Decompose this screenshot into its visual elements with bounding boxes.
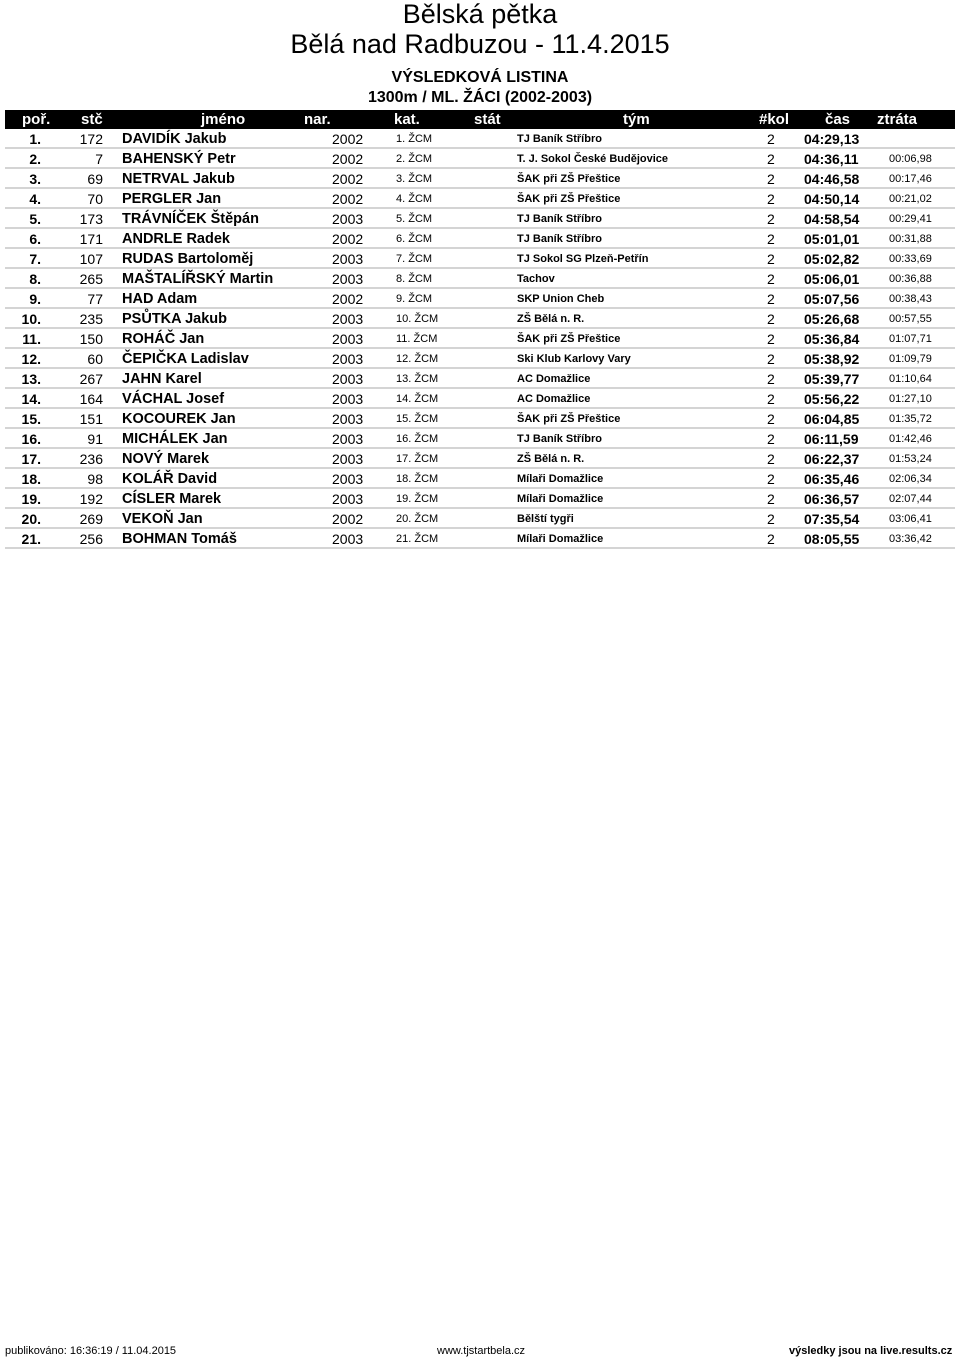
- bib-cell: 98: [87, 471, 103, 487]
- team-cell: ŠAK při ZŠ Přeštice: [517, 413, 621, 425]
- rank-cell: 10.: [21, 311, 41, 327]
- category-cell: 9. ŽCM: [396, 293, 433, 305]
- year-cell: 2002: [332, 511, 364, 527]
- name-cell: KOCOUREK Jan: [122, 411, 236, 427]
- gap-cell: 01:07,71: [889, 333, 932, 345]
- table-row: [5, 329, 955, 349]
- year-cell: 2003: [332, 451, 364, 467]
- col-header-country: stát: [474, 111, 501, 128]
- year-cell: 2002: [332, 131, 364, 147]
- laps-cell: 2: [767, 511, 775, 527]
- time-cell: 04:50,14: [804, 191, 860, 207]
- time-cell: 08:05,55: [804, 531, 860, 547]
- team-cell: AC Domažlice: [517, 393, 591, 405]
- gap-cell: 00:38,43: [889, 293, 932, 305]
- year-cell: 2003: [332, 491, 364, 507]
- name-cell: MAŠTALÍŘSKÝ Martin: [122, 271, 274, 287]
- table-row: [5, 489, 955, 509]
- time-cell: 06:36,57: [804, 491, 860, 507]
- website-link[interactable]: www.tjstartbela.cz: [437, 1345, 526, 1357]
- results-rows: [5, 129, 955, 549]
- laps-cell: 2: [767, 351, 775, 367]
- col-header-bib: stč: [81, 111, 103, 128]
- results-table: [5, 110, 955, 549]
- gap-cell: 01:35,72: [889, 413, 932, 425]
- bib-cell: 192: [79, 491, 103, 507]
- laps-cell: 2: [767, 171, 775, 187]
- laps-cell: 2: [767, 491, 775, 507]
- table-header: [5, 110, 955, 129]
- category-cell: 7. ŽCM: [396, 253, 433, 265]
- team-cell: ŠAK při ZŠ Přeštice: [517, 333, 621, 345]
- bib-cell: 7: [95, 151, 103, 167]
- col-header-laps: #kol: [759, 111, 790, 128]
- gap-cell: 00:31,88: [889, 233, 932, 245]
- table-row: [5, 369, 955, 389]
- name-cell: VEKOŇ Jan: [122, 511, 203, 527]
- category-cell: 15. ŽCM: [396, 413, 439, 425]
- name-cell: BOHMAN Tomáš: [122, 531, 237, 547]
- name-cell: MICHÁLEK Jan: [122, 431, 228, 447]
- rank-cell: 15.: [21, 411, 41, 427]
- category-cell: 8. ŽCM: [396, 273, 433, 285]
- year-cell: 2003: [332, 471, 364, 487]
- year-cell: 2003: [332, 371, 364, 387]
- year-cell: 2003: [332, 271, 364, 287]
- laps-cell: 2: [767, 371, 775, 387]
- laps-cell: 2: [767, 231, 775, 247]
- name-cell: RUDAS Bartoloměj: [122, 251, 254, 267]
- year-cell: 2003: [332, 531, 364, 547]
- laps-cell: 2: [767, 451, 775, 467]
- team-cell: TJ Sokol SG Plzeň-Petřín: [517, 253, 649, 265]
- team-cell: ZŠ Bělá n. R.: [517, 453, 585, 465]
- team-cell: TJ Baník Stříbro: [517, 133, 602, 145]
- year-cell: 2002: [332, 291, 364, 307]
- team-cell: Mílaři Domažlice: [517, 533, 604, 545]
- gap-cell: 00:29,41: [889, 213, 932, 225]
- name-cell: NOVÝ Marek: [122, 451, 210, 467]
- time-cell: 05:01,01: [804, 231, 860, 247]
- time-cell: 05:07,56: [804, 291, 860, 307]
- category-cell: 16. ŽCM: [396, 433, 439, 445]
- time-cell: 04:46,58: [804, 171, 860, 187]
- laps-cell: 2: [767, 191, 775, 207]
- laps-cell: 2: [767, 271, 775, 287]
- name-cell: ANDRLE Radek: [122, 231, 230, 247]
- rank-cell: 11.: [22, 331, 41, 347]
- table-row: [5, 389, 955, 409]
- table-row: [5, 449, 955, 469]
- gap-cell: 03:06,41: [889, 513, 932, 525]
- team-cell: AC Domažlice: [517, 373, 591, 385]
- year-cell: 2002: [332, 151, 364, 167]
- gap-cell: 03:36,42: [889, 533, 932, 545]
- team-cell: ŠAK při ZŠ Přeštice: [517, 193, 621, 205]
- year-cell: 2003: [332, 431, 364, 447]
- table-row: [5, 249, 955, 269]
- year-cell: 2003: [332, 311, 364, 327]
- table-row: [5, 509, 955, 529]
- table-row: [5, 229, 955, 249]
- table-row: [5, 429, 955, 449]
- year-cell: 2003: [332, 351, 364, 367]
- laps-cell: 2: [767, 311, 775, 327]
- rank-cell: 20.: [21, 511, 41, 527]
- col-header-category: kat.: [394, 111, 420, 128]
- laps-cell: 2: [767, 131, 775, 147]
- team-cell: ZŠ Bělá n. R.: [517, 313, 585, 325]
- rank-cell: 17.: [21, 451, 41, 467]
- year-cell: 2003: [332, 251, 364, 267]
- gap-cell: 01:10,64: [889, 373, 932, 385]
- rank-cell: 4.: [29, 191, 41, 207]
- category-cell: 2. ŽCM: [396, 153, 433, 165]
- table-row: [5, 529, 955, 549]
- bib-cell: 107: [79, 251, 103, 267]
- rank-cell: 3.: [29, 171, 41, 187]
- year-cell: 2002: [332, 191, 364, 207]
- bib-cell: 60: [87, 351, 103, 367]
- gap-cell: 00:57,55: [889, 313, 932, 325]
- time-cell: 06:22,37: [804, 451, 860, 467]
- team-cell: Tachov: [517, 273, 555, 285]
- category-cell: 17. ŽCM: [396, 453, 439, 465]
- category-cell: 6. ŽCM: [396, 233, 433, 245]
- col-header-time: čas: [825, 111, 851, 128]
- year-cell: 2003: [332, 331, 364, 347]
- gap-cell: 02:06,34: [889, 473, 932, 485]
- time-cell: 07:35,54: [804, 511, 860, 527]
- bib-cell: 70: [87, 191, 103, 207]
- gap-cell: 01:09,79: [889, 353, 932, 365]
- time-cell: 05:36,84: [804, 331, 860, 347]
- bib-cell: 171: [79, 231, 103, 247]
- laps-cell: 2: [767, 211, 775, 227]
- team-cell: TJ Baník Stříbro: [517, 233, 602, 245]
- gap-cell: 00:33,69: [889, 253, 932, 265]
- table-row: [5, 189, 955, 209]
- table-row: [5, 169, 955, 189]
- bib-cell: 91: [87, 431, 103, 447]
- team-cell: Mílaři Domažlice: [517, 473, 604, 485]
- name-cell: VÁCHAL Josef: [122, 391, 225, 407]
- year-cell: 2003: [332, 411, 364, 427]
- rank-cell: 9.: [29, 291, 41, 307]
- laps-cell: 2: [767, 531, 775, 547]
- team-cell: Mílaři Domažlice: [517, 493, 604, 505]
- year-cell: 2002: [332, 171, 364, 187]
- year-cell: 2003: [332, 391, 364, 407]
- category-cell: 3. ŽCM: [396, 173, 433, 185]
- name-cell: JAHN Karel: [122, 371, 202, 387]
- rank-cell: 12.: [21, 351, 41, 367]
- table-row: [5, 269, 955, 289]
- event-title: Bělská pětka: [402, 0, 558, 29]
- event-subtitle: Bělá nad Radbuzou - 11.4.2015: [290, 29, 670, 59]
- rank-cell: 18.: [21, 471, 41, 487]
- rank-cell: 13.: [21, 371, 41, 387]
- time-cell: 06:11,59: [804, 431, 859, 447]
- gap-cell: 00:17,46: [889, 173, 932, 185]
- table-row: [5, 129, 955, 149]
- name-cell: ROHÁČ Jan: [122, 331, 205, 347]
- bib-cell: 269: [79, 511, 103, 527]
- bib-cell: 172: [79, 131, 103, 147]
- category-cell: 1. ŽCM: [396, 133, 433, 145]
- time-cell: 06:04,85: [804, 411, 860, 427]
- name-cell: HAD Adam: [122, 291, 198, 307]
- gap-cell: 00:36,88: [889, 273, 932, 285]
- category-cell: 10. ŽCM: [396, 313, 439, 325]
- table-row: [5, 469, 955, 489]
- year-cell: 2003: [332, 211, 364, 227]
- time-cell: 05:06,01: [804, 271, 860, 287]
- bib-cell: 256: [79, 531, 103, 547]
- time-cell: 05:02,82: [804, 251, 860, 267]
- table-row: [5, 409, 955, 429]
- team-cell: Ski Klub Karlovy Vary: [517, 353, 631, 365]
- category-cell: 18. ŽCM: [396, 473, 439, 485]
- bib-cell: 265: [79, 271, 103, 287]
- col-header-year: nar.: [304, 111, 331, 128]
- gap-cell: 02:07,44: [889, 493, 932, 505]
- col-header-rank: poř.: [22, 111, 51, 128]
- category-cell: 4. ŽCM: [396, 193, 433, 205]
- laps-cell: 2: [767, 331, 775, 347]
- time-cell: 05:39,77: [804, 371, 860, 387]
- category-cell: 19. ŽCM: [396, 493, 439, 505]
- name-cell: TRÁVNÍČEK Štěpán: [122, 211, 259, 227]
- laps-cell: 2: [767, 471, 775, 487]
- rank-cell: 2.: [29, 151, 41, 167]
- table-row: [5, 209, 955, 229]
- list-title: VÝSLEDKOVÁ LISTINA: [391, 69, 569, 86]
- gap-cell: 00:21,02: [889, 193, 932, 205]
- time-cell: 04:36,11: [804, 151, 859, 167]
- rank-cell: 21.: [21, 531, 41, 547]
- table-row: [5, 289, 955, 309]
- laps-cell: 2: [767, 411, 775, 427]
- category-cell: 12. ŽCM: [396, 353, 439, 365]
- name-cell: PSŮTKA Jakub: [122, 311, 228, 327]
- laps-cell: 2: [767, 251, 775, 267]
- laps-cell: 2: [767, 431, 775, 447]
- rank-cell: 19.: [21, 491, 41, 507]
- name-cell: NETRVAL Jakub: [122, 171, 235, 187]
- category-cell: 20. ŽCM: [396, 513, 439, 525]
- bib-cell: 267: [79, 371, 103, 387]
- col-header-name: jméno: [201, 111, 246, 128]
- gap-cell: 00:06,98: [889, 153, 932, 165]
- name-cell: BAHENSKÝ Petr: [122, 151, 236, 167]
- category-cell: 5. ŽCM: [396, 213, 433, 225]
- team-cell: SKP Union Cheb: [517, 293, 605, 305]
- time-cell: 05:38,92: [804, 351, 860, 367]
- team-cell: ŠAK při ZŠ Přeštice: [517, 173, 621, 185]
- table-row: [5, 309, 955, 329]
- gap-cell: 01:42,46: [889, 433, 932, 445]
- published-timestamp: publikováno: 16:36:19 / 11.04.2015: [5, 1345, 177, 1357]
- team-cell: T. J. Sokol České Budějovice: [517, 153, 669, 165]
- name-cell: DAVIDÍK Jakub: [122, 131, 227, 147]
- team-cell: TJ Baník Stříbro: [517, 213, 602, 225]
- rank-cell: 1.: [29, 131, 41, 147]
- time-cell: 04:58,54: [804, 211, 860, 227]
- rank-cell: 6.: [29, 231, 41, 247]
- time-cell: 04:29,13: [804, 131, 860, 147]
- name-cell: PERGLER Jan: [122, 191, 222, 207]
- laps-cell: 2: [767, 391, 775, 407]
- rank-cell: 14.: [21, 391, 41, 407]
- category-cell: 14. ŽCM: [396, 393, 439, 405]
- bib-cell: 69: [87, 171, 103, 187]
- rank-cell: 5.: [29, 211, 41, 227]
- category-title: 1300m / ML. ŽÁCI (2002-2003): [367, 89, 593, 106]
- laps-cell: 2: [767, 151, 775, 167]
- time-cell: 05:26,68: [804, 311, 860, 327]
- col-header-team: tým: [623, 111, 650, 128]
- col-header-gap: ztráta: [877, 111, 918, 128]
- table-row: [5, 149, 955, 169]
- results-link[interactable]: výsledky jsou na live.results.cz: [789, 1345, 953, 1357]
- gap-cell: 01:53,24: [889, 453, 932, 465]
- bib-cell: 236: [79, 451, 103, 467]
- table-row: [5, 349, 955, 369]
- year-cell: 2002: [332, 231, 364, 247]
- category-cell: 21. ŽCM: [396, 533, 439, 545]
- name-cell: CÍSLER Marek: [122, 491, 222, 507]
- laps-cell: 2: [767, 291, 775, 307]
- bib-cell: 235: [79, 311, 103, 327]
- rank-cell: 8.: [29, 271, 41, 287]
- rank-cell: 7.: [29, 251, 41, 267]
- rank-cell: 16.: [21, 431, 41, 447]
- time-cell: 06:35,46: [804, 471, 860, 487]
- team-cell: Bělští tygři: [517, 513, 574, 525]
- bib-cell: 150: [79, 331, 103, 347]
- bib-cell: 151: [79, 411, 103, 427]
- gap-cell: 01:27,10: [889, 393, 932, 405]
- time-cell: 05:56,22: [804, 391, 860, 407]
- name-cell: KOLÁŘ David: [122, 471, 218, 487]
- category-cell: 11. ŽCM: [396, 333, 438, 345]
- bib-cell: 77: [87, 291, 103, 307]
- name-cell: ČEPIČKA Ladislav: [122, 351, 249, 367]
- team-cell: TJ Baník Stříbro: [517, 433, 602, 445]
- bib-cell: 173: [79, 211, 103, 227]
- bib-cell: 164: [79, 391, 103, 407]
- category-cell: 13. ŽCM: [396, 373, 439, 385]
